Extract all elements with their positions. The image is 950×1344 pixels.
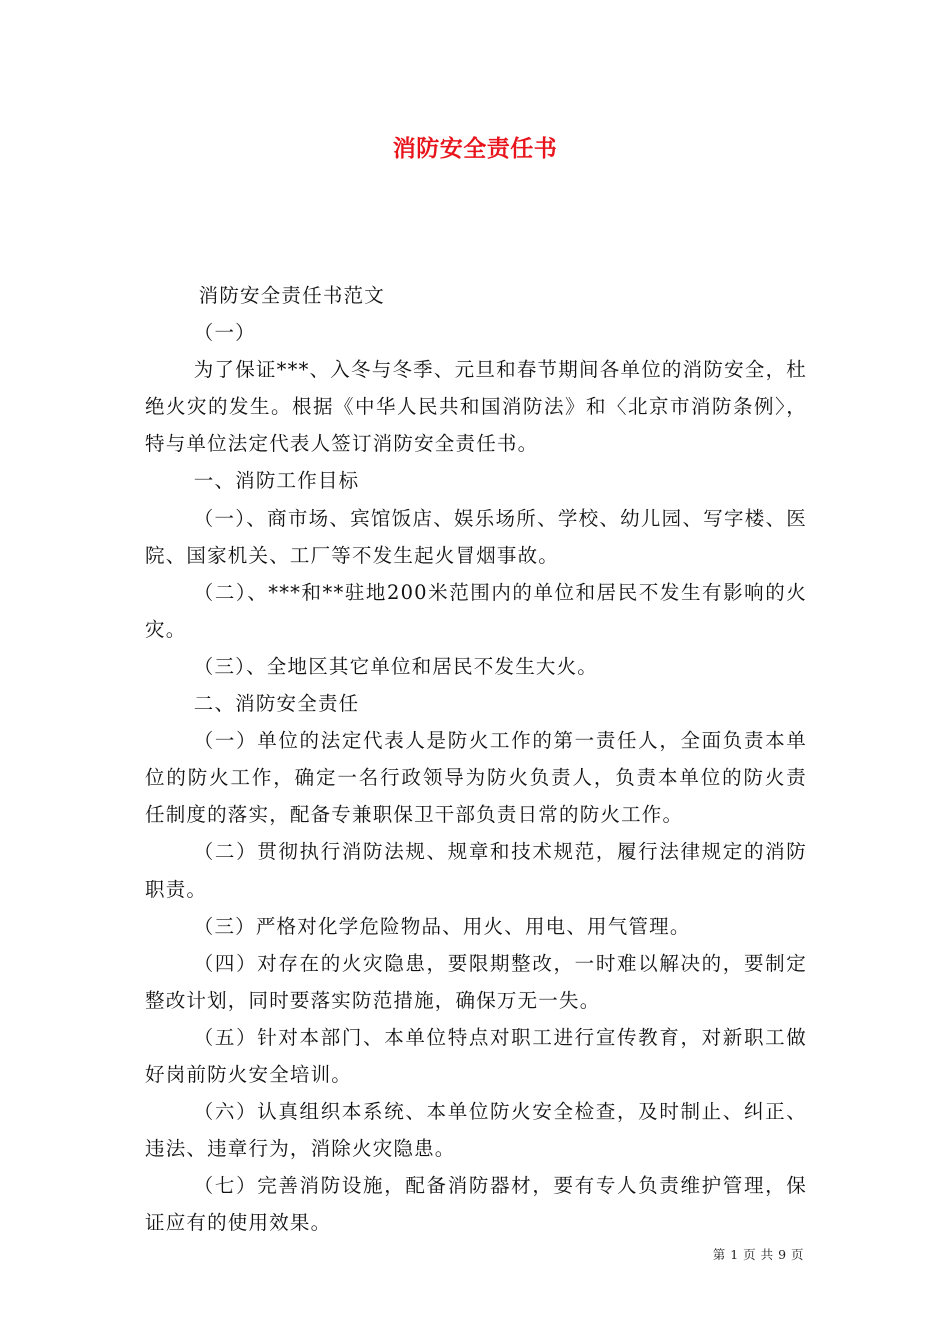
paragraph-heading-sample: 消防安全责任书范文 [198, 284, 385, 307]
paragraph-preamble: 为了保证***、入冬与冬季、元旦和春节期间各单位的消防安全，杜绝火灾的发生。根据《中华人民共和国消防法》和〈北京市消防条例〉，特与单位法定代表人签订消防安全责任书。 [145, 358, 807, 456]
paragraph-section-marker: （一） [193, 321, 256, 345]
goal-item-3: （三）、全地区其它单位和居民不发生大火。 [193, 654, 599, 678]
responsibility-item-6: （六）认真组织本系统、本单位防火安全检查，及时制止、纠正、违法、违章行为，消除火灾隐患。 [145, 1100, 807, 1161]
section-heading-goals: 一、消防工作目标 [193, 469, 360, 493]
responsibility-item-4: （四）对存在的火灾隐患，要限期整改，一时难以解决的，要制定整改计划，同时要落实防范措施，确保万无一失。 [145, 951, 807, 1012]
responsibility-item-1: （一）单位的法定代表人是防火工作的第一责任人，全面负责本单位的防火工作，确定一名行政领导为防火负责人，负责本单位的防火责任制度的落实，配备专兼职保卫干部负责日常的防火工作。 [145, 729, 807, 827]
section-heading-responsibilities: 二、消防安全责任 [193, 692, 360, 716]
page-number-footer: 第 1 页 共 9 页 [712, 1247, 804, 1262]
goal-item-1: （一）、商市场、宾馆饭店、娱乐场所、学校、幼儿园、写字楼、医院、国家机关、工厂等不发生起火冒烟事故。 [145, 506, 807, 567]
responsibility-item-5: （五）针对本部门、本单位特点对职工进行宣传教育，对新职工做好岗前防火安全培训。 [145, 1025, 807, 1086]
document-body [145, 277, 807, 1241]
responsibility-item-3: （三）严格对化学危险物品、用火、用电、用气管理。 [193, 914, 691, 938]
responsibility-item-7: （七）完善消防设施，配备消防器材，要有专人负责维护管理，保证应有的使用效果。 [145, 1174, 807, 1235]
goal-item-2: （二）、***和**驻地200米范围内的单位和居民不发生有影响的火灾。 [145, 580, 807, 641]
responsibility-item-2: （二）贯彻执行消防法规、规章和技术规范，履行法律规定的消防职责。 [145, 840, 807, 901]
document-title: 消防安全责任书 [392, 135, 558, 162]
